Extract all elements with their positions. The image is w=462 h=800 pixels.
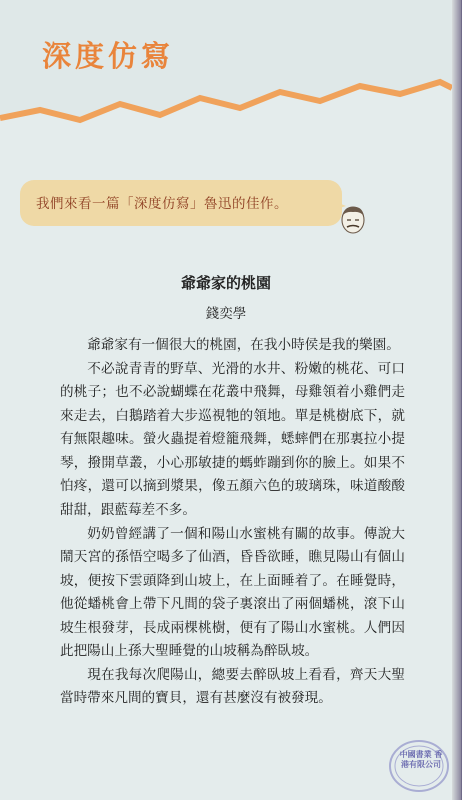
speech-bubble-text: 我們來看一篇「深度仿寫」魯迅的佳作。: [36, 196, 288, 212]
paragraph: 奶奶曾經講了一個和陽山水蜜桃有關的故事。傳說大鬧天宮的孫悟空喝多了仙酒，昏昏欲睡，瞧見陽山有個山坡，便按下雲頭降到山坡上，在上面睡着了。在睡覺時，他從蟠桃會上帶下凡間的袋子裏滾出了兩個蟠桃，滾下山坡生根發芽，長成兩棵桃樹，便有了陽山水蜜桃。人們因此把陽山上孫大聖睡覺的山坡稱為醉臥坡。: [60, 525, 405, 660]
stamp-text: 中國書業 香港有限公司: [399, 750, 443, 769]
story-title: 爺爺家的桃園: [180, 274, 271, 292]
section-title: 深度仿寫: [42, 39, 175, 73]
paragraph: 不必說青青的野草、光滑的水井、粉嫩的桃花、可口的桃子；也不必說蝴蝶在花叢中飛舞，母雞領着小雞們走來走去，白鵝踏着大步巡視牠的領地。單是桃樹底下，就有無限趣味。螢火蟲提着燈籠飛舞，蟋蟀們在那裏拉小提琴，撥開草叢，小心那敏捷的螞蚱蹦到你的臉上。如果不怕疼，還可以摘到漿果，像五顏六色的玻璃珠，味道酸酸甜甜，跟藍莓差不多。: [60, 360, 405, 518]
paragraph: 現在我每次爬陽山，總要去醉臥坡上看看，齊天大聖當時帶來凡間的寶貝，還有甚麼沒有被發現。: [60, 666, 405, 707]
story-author: 錢奕學: [205, 306, 247, 322]
author-portrait-icon: [336, 202, 370, 238]
story-body: [60, 334, 405, 711]
paragraph: 爺爺家有一個很大的桃園，在我小時侯是我的樂園。: [87, 337, 400, 353]
speech-bubble: [20, 180, 342, 226]
